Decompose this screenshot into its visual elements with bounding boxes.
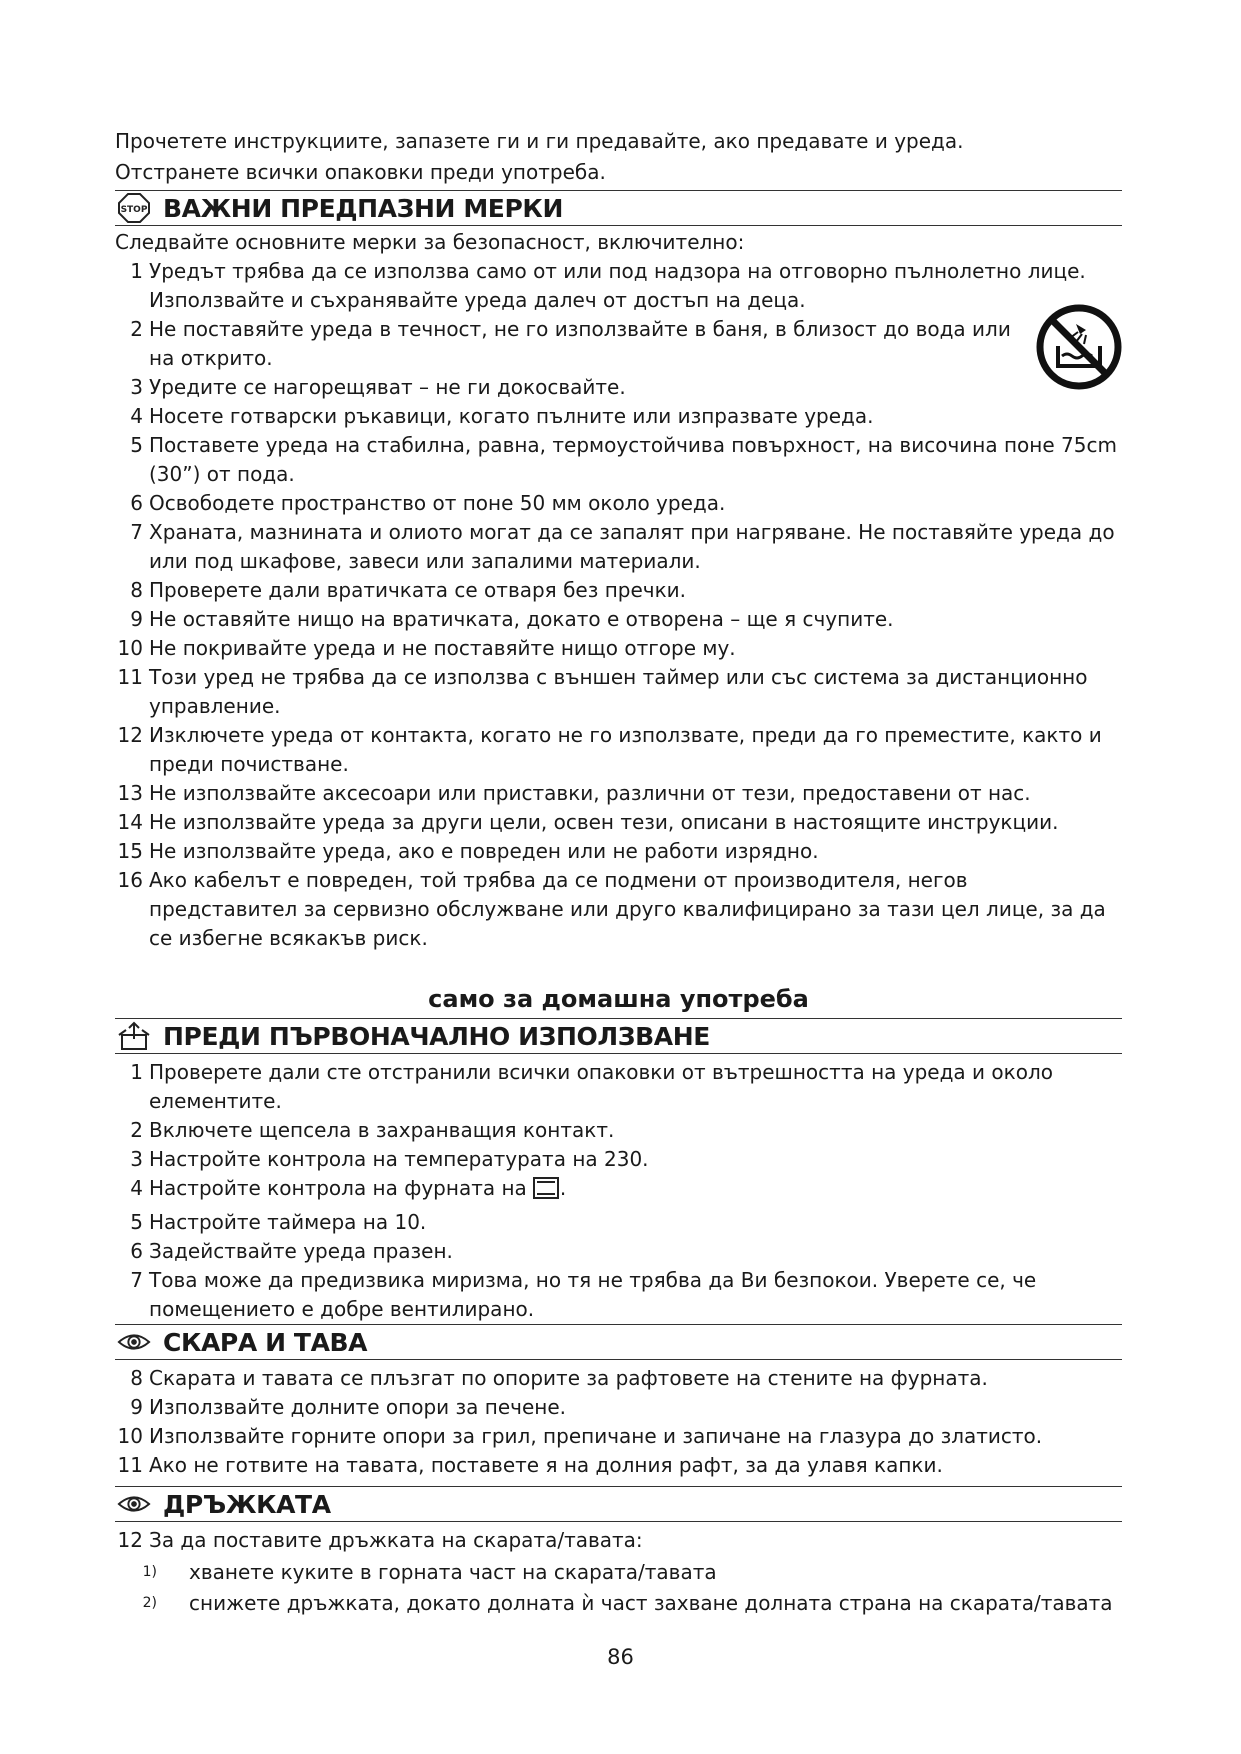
item-text-main: За да поставите дръжката на скарата/тавата: [149, 1528, 643, 1552]
list-item [115, 721, 1122, 779]
first-use-list [115, 1058, 1122, 1324]
item-text-main: Настройте таймера на 10. [149, 1210, 427, 1234]
item-number: 8 [130, 578, 143, 602]
item-text [149, 431, 1122, 489]
item-number: 8 [130, 1366, 143, 1390]
sub-item-text: снижете дръжката, докато долната ѝ част захване долната страна на скарата/тавата [189, 1591, 1113, 1615]
item-text [149, 1364, 1122, 1393]
list-item [115, 837, 1122, 866]
handle-list [115, 1526, 1122, 1555]
item-text [149, 808, 1122, 837]
list-item [115, 576, 1122, 605]
household-use-note: само за домашна употреба [428, 985, 809, 1013]
item-text-main: Уредът трябва да се използва само от или под надзора на отговорно пълнолетно лице. Използвайте и съхранявайте уреда далеч от достъп на деца. [149, 259, 1086, 312]
page-number: 86 [607, 1645, 634, 1669]
section-header [115, 190, 1122, 226]
list-item [115, 1266, 1122, 1324]
item-number: 10 [117, 636, 143, 660]
section-header [115, 1018, 1122, 1054]
list-item [115, 489, 1122, 518]
handle-section [115, 1486, 1122, 1619]
item-text-after: . [559, 1176, 567, 1200]
item-number: 5 [130, 1210, 143, 1234]
no-immersion-icon [1036, 304, 1122, 394]
sub-item [115, 1588, 1122, 1619]
list-item [115, 402, 1122, 431]
item-text-main: Проверете дали сте отстранили всички опаковки от вътрешността на уреда и около елементите. [149, 1060, 1053, 1113]
list-item [115, 1526, 1122, 1555]
list-item [115, 605, 1122, 634]
item-number: 4 [130, 404, 143, 428]
section-lead: Следвайте основните мерки за безопасност, включително: [115, 230, 745, 254]
item-text [149, 576, 1122, 605]
item-text [149, 663, 1122, 721]
list-item [115, 373, 1122, 402]
item-number: 9 [130, 1395, 143, 1419]
item-text-main: Настройте контрола на фурната на [149, 1176, 527, 1200]
item-text [149, 1208, 1122, 1237]
item-text-main: Използвайте долните опори за печене. [149, 1395, 567, 1419]
section-header [115, 1486, 1122, 1522]
list-item [115, 257, 1122, 315]
item-number: 1 [130, 1060, 143, 1084]
item-text [149, 1422, 1122, 1451]
list-item [115, 779, 1122, 808]
list-item [115, 1237, 1122, 1266]
item-text [149, 402, 1122, 431]
item-number: 3 [130, 1147, 143, 1171]
first-use-section [115, 1018, 1122, 1324]
item-text-main: Не използвайте уреда за други цели, освен тези, описани в настоящите инструкции. [149, 810, 1059, 834]
list-item [115, 518, 1122, 576]
list-item [115, 1174, 1122, 1208]
item-number: 11 [117, 1453, 143, 1477]
item-number: 2 [130, 317, 143, 341]
item-text [149, 1237, 1122, 1266]
list-item [115, 1208, 1122, 1237]
item-text-main: Не използвайте аксесоари или приставки, различни от тези, предоставени от нас. [149, 781, 1031, 805]
section-title: ВАЖНИ ПРЕДПАЗНИ МЕРКИ [163, 193, 563, 223]
safety-section [115, 190, 1122, 953]
section-title: СКАРА И ТАВА [163, 1327, 368, 1357]
item-text [149, 1266, 1122, 1324]
item-text [149, 1451, 1122, 1480]
sub-item-number: 1) [142, 1564, 157, 1580]
item-text [149, 1174, 1122, 1208]
item-text-main: Настройте контрола на температурата на 230. [149, 1147, 649, 1171]
handle-subitems [115, 1557, 1122, 1619]
list-item [115, 315, 1122, 373]
item-text [149, 779, 1122, 808]
item-text-main: Ако кабелът е повреден, той трябва да се подмени от производителя, негов представител за сервизно обслужване или друго квалифицирано за тази цел лице, за да се избегне всякакъв риск. [149, 868, 1106, 950]
list-item [115, 866, 1122, 953]
item-number: 2 [130, 1118, 143, 1142]
item-text [149, 1145, 1122, 1174]
item-text-main: Това може да предизвика миризма, но тя не трябва да Ви безпокои. Уверете се, че помещението е добре вентилирано. [149, 1268, 1037, 1321]
item-number: 13 [117, 781, 143, 805]
list-item [115, 1451, 1122, 1480]
item-number: 15 [117, 839, 143, 863]
item-number: 9 [130, 607, 143, 631]
list-item [115, 1058, 1122, 1116]
eye-icon [117, 1327, 151, 1357]
sub-item [115, 1557, 1122, 1588]
item-number: 11 [117, 665, 143, 689]
item-number: 3 [130, 375, 143, 399]
item-text-main: Скарата и тавата се плъзгат по опорите за рафтовете на стените на фурната. [149, 1366, 988, 1390]
list-item [115, 1364, 1122, 1393]
rack-tray-section [115, 1324, 1122, 1480]
item-text-main: Не използвайте уреда, ако е повреден или не работи изрядно. [149, 839, 819, 863]
item-text [149, 1393, 1122, 1422]
section-title: ПРЕДИ ПЪРВОНАЧАЛНО ИЗПОЛЗВАНЕ [163, 1021, 710, 1051]
list-item [115, 808, 1122, 837]
item-text [149, 1058, 1122, 1116]
item-text [149, 605, 1122, 634]
svg-text:STOP: STOP [120, 205, 148, 215]
item-text [149, 1116, 1122, 1145]
item-text [149, 489, 1122, 518]
intro-line: Отстранете всички опаковки преди употреба. [115, 160, 606, 184]
safety-list [115, 257, 1122, 953]
item-text-main: Ако не готвите на тавата, поставете я на долния рафт, за да улавя капки. [149, 1453, 943, 1477]
unbox-icon [117, 1021, 151, 1051]
intro-line: Прочетете инструкциите, запазете ги и ги предавайте, ако предавате и уреда. [115, 129, 964, 153]
item-number: 4 [130, 1176, 143, 1200]
list-item [115, 663, 1122, 721]
item-text [149, 518, 1122, 576]
item-number: 16 [117, 868, 143, 892]
item-text-main: Включете щепсела в захранващия контакт. [149, 1118, 615, 1142]
stop-icon [117, 193, 151, 223]
list-item [115, 431, 1122, 489]
section-title: ДРЪЖКАТА [163, 1489, 331, 1519]
item-number: 6 [130, 491, 143, 515]
list-item [115, 634, 1122, 663]
item-number: 5 [130, 433, 143, 457]
list-item [115, 1116, 1122, 1145]
item-text [149, 634, 1122, 663]
item-text-main: Храната, мазнината и олиото могат да се запалят при нагряване. Не поставяйте уреда до или под шкафове, завеси или запалими материали. [149, 520, 1115, 573]
sub-item-number: 2) [142, 1595, 157, 1611]
oven-mode-icon [527, 1176, 560, 1208]
item-text [149, 866, 1122, 953]
item-text-main: Не оставяйте нищо на вратичката, докато е отворена – ще я счупите. [149, 607, 894, 631]
item-number: 6 [130, 1239, 143, 1263]
item-number: 1 [130, 259, 143, 283]
item-text-main: Този уред не трябва да се използва с външен таймер или със система за дистанционно управление. [149, 665, 1088, 718]
section-header [115, 1324, 1122, 1360]
item-text [149, 721, 1122, 779]
item-text-main: Поставете уреда на стабилна, равна, термоустойчива повърхност, на височина поне 75cm (30”) от пода. [149, 433, 1117, 486]
item-text-main: Проверете дали вратичката се отваря без пречки. [149, 578, 687, 602]
rack-tray-list [115, 1364, 1122, 1480]
item-text [149, 837, 1122, 866]
item-text-main: Изключете уреда от контакта, когато не го използвате, преди да го преместите, както и преди почистване. [149, 723, 1102, 776]
list-item [115, 1393, 1122, 1422]
item-text [149, 315, 1122, 373]
list-item [115, 1145, 1122, 1174]
item-number: 7 [130, 520, 143, 544]
intro-text [115, 126, 963, 188]
item-text-main: Уредите се нагорещяват – не ги докосвайте. [149, 375, 626, 399]
item-text-main: Не поставяйте уреда в течност, не го използвайте в баня, в близост до вода или на открито. [149, 317, 1011, 370]
item-number: 7 [130, 1268, 143, 1292]
item-number: 12 [117, 1528, 143, 1552]
item-text [149, 1526, 1122, 1555]
item-text [149, 373, 1122, 402]
item-text [149, 257, 1122, 315]
item-number: 14 [117, 810, 143, 834]
item-number: 10 [117, 1424, 143, 1448]
item-text-main: Не покривайте уреда и не поставяйте нищо отгоре му. [149, 636, 736, 660]
list-item [115, 1422, 1122, 1451]
item-number: 12 [117, 723, 143, 747]
item-text-main: Носете готварски ръкавици, когато пълните или изпразвате уреда. [149, 404, 874, 428]
sub-item-text: хванете куките в горната част на скарата/тавата [189, 1560, 717, 1584]
eye-icon [117, 1489, 151, 1519]
item-text-main: Задействайте уреда празен. [149, 1239, 453, 1263]
item-text-main: Освободете пространство от поне 50 мм около уреда. [149, 491, 726, 515]
item-text-main: Използвайте горните опори за грил, препичане и запичане на глазура до златисто. [149, 1424, 1043, 1448]
